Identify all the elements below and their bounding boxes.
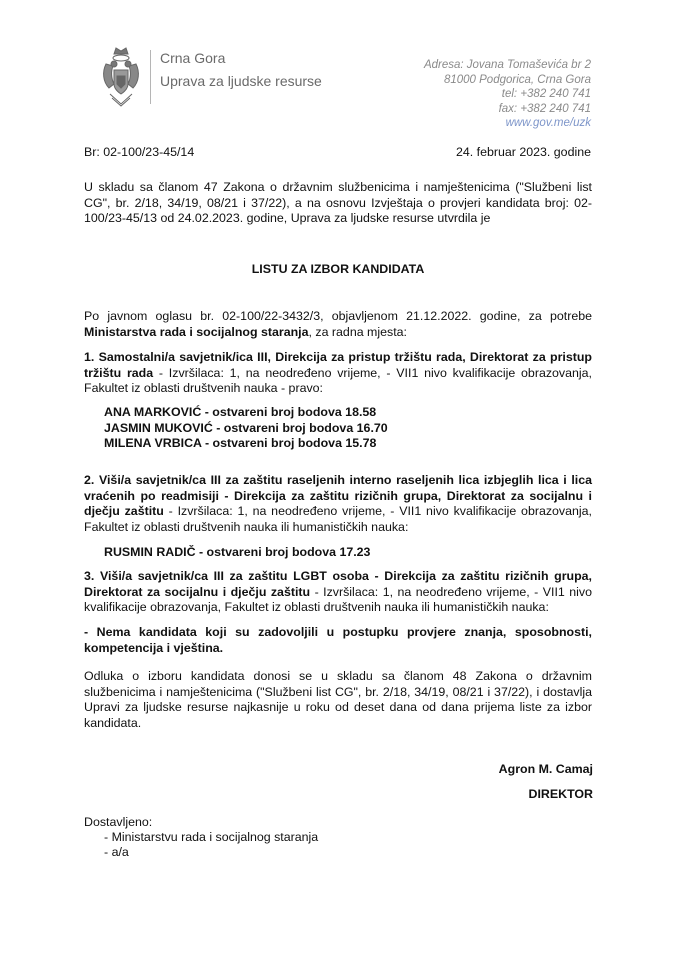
position-2 [84, 473, 592, 535]
tel-line: tel: +382 240 741 [501, 88, 591, 100]
oglas-paragraph [84, 309, 592, 340]
oglas-suffix: , za radna mjesta: [308, 324, 407, 339]
website-link[interactable]: www.gov.me/uzk [505, 117, 591, 129]
city-line: 81000 Podgorica, Crna Gora [443, 73, 591, 86]
header-divider [150, 50, 151, 104]
org-name: Crna Gora [160, 50, 226, 66]
document-title: LISTU ZA IZBOR KANDIDATA [251, 262, 425, 276]
position-details: - Izvršilaca: 1, na neodređeno vrijeme, - VII1 nivo kvalifikacije obrazovanja, Fakultet iz oblasti društvenih nauka ili humanističkih nauka: [84, 584, 592, 615]
candidate-item: MILENA VRBICA - ostvareni broj bodova 15.78 [104, 436, 377, 451]
candidate-list-2 [104, 545, 584, 561]
address-block [331, 58, 591, 131]
position-1 [84, 350, 592, 397]
position-3 [84, 569, 592, 616]
ministry-name: Ministarstva rada i socijalnog staranja [84, 324, 309, 339]
address-line: Adresa: Jovana Tomaševića br 2 [423, 59, 591, 71]
delivered-item: - Ministarstvu rada i socijalnog staranja [104, 830, 319, 844]
coat-of-arms-icon [100, 44, 142, 108]
position-details: - Izvršilaca: 1, na neodređeno vrijeme, - VII1 nivo kvalifikacije obrazovanja, Fakultet iz oblasti društvenih nauka ili humanističkih nauka: [84, 504, 593, 534]
position-title: 3. Viši/a savjetnik/ca III za zaštitu LGBT osoba - Direkcija za zaštitu rizičnih grupa, Direktorat za socijalnu i dječju zaštitu [84, 569, 592, 599]
candidate-item: RUSMIN RADIČ - ostvareni broj bodova 17.23 [104, 545, 371, 559]
position-title: 2. Viši/a savjetnik/ca III za zaštitu raseljenih interno raseljenih lica izbjeglih lica i lica vraćenih po readmisiji - Direkcija za zaštitu rizičnih grupa, Direktorat za socijalnu i dječju zaštitu [84, 473, 592, 519]
fax-line: fax: +382 240 741 [498, 102, 591, 115]
signatory-name: Agron M. Camaj [498, 762, 593, 776]
position-title: 1. Samostalni/a savjetnik/ica III, Direkcija za pristup tržištu rada, Direktorat za pristup tržištu rada [84, 350, 592, 380]
candidate-item: ANA MARKOVIĆ - ostvareni broj bodova 18.58 [104, 405, 377, 419]
position-details: - Izvršilaca: 1, na neodređeno vrijeme, - VII1 nivo kvalifikacije obrazovanja, Fakultet iz oblasti društvenih nauka - pravo: [84, 365, 592, 396]
candidate-item: JASMIN MUKOVIĆ - ostvareni broj bodova 16.70 [104, 420, 388, 435]
delivered-item: - a/a [104, 845, 129, 859]
oglas-text: Po javnom oglasu br. 02-100/22-3432/3, objavljenom 21.12.2022. godine, za potrebe [84, 309, 592, 323]
reference-number: Br: 02-100/23-45/14 [84, 145, 195, 159]
intro-paragraph: U skladu sa članom 47 Zakona o državnim službenicima i namještenicima ("Službeni list CG", br. 2/18, 34/19, 08/21 i 37/22), a na osnovu Izvještaja o provjeri kandidata broj: 02-100/23-45/13 od 24.02.2023. godine, Uprava za ljudske resurse utvrdila je [84, 180, 592, 226]
signatory-role: DIREKTOR [528, 787, 593, 801]
closing-paragraph: Odluka o izboru kandidata donosi se u skladu sa članom 48 Zakona o državnim službenicima i namještenicima ("Službeni list CG", br. 2/18, 34/19, 08/21 i 37/22), i dostavlja Upravi za ljudske resurse najkasnije u roku od deset dana od dana prijema liste za izbor kandidata. [84, 669, 592, 730]
candidate-list-1 [104, 405, 584, 452]
no-candidates-note: - Nema kandidata koji su zadovoljili u postupku provjere znanja, sposobnosti, kompetencija i vještina. [84, 625, 592, 655]
delivered-label: Dostavljeno: [84, 815, 153, 829]
document-date: 24. februar 2023. godine [455, 145, 591, 159]
org-department: Uprava za ljudske resurse [160, 73, 322, 89]
